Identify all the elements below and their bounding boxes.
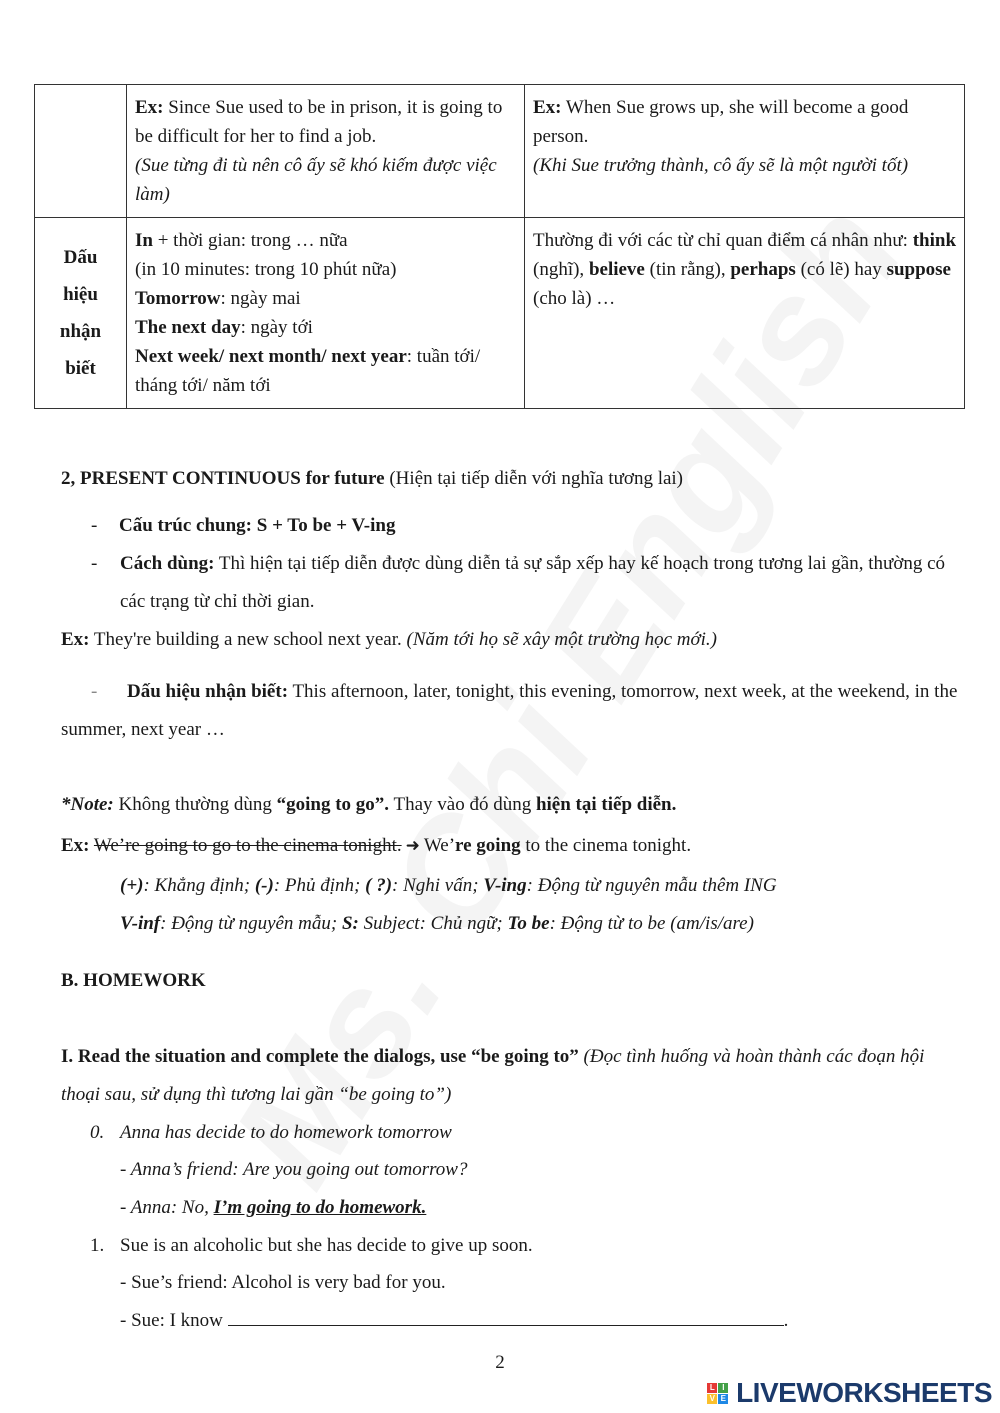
item1-situation-text: Sue is an alcoholic but she has decide to give up soon. [120, 1235, 533, 1256]
logo-letter-e: E [718, 1394, 728, 1404]
structure-line [61, 507, 960, 545]
ex-label: Ex: [135, 97, 164, 118]
item1-situation [90, 1227, 960, 1265]
legend-pos-text: : Khẳng định; [143, 875, 255, 896]
signs-label-line: biết [65, 358, 96, 379]
note-line [61, 786, 960, 824]
homework-task [61, 1038, 960, 1114]
word-perhaps-vi: (có lẽ) hay [795, 259, 887, 280]
legend-ving: V-ing [483, 875, 527, 896]
legend-neg: (-) [254, 875, 274, 896]
liveworksheets-logo-icon [707, 1383, 728, 1404]
legend-vinf: V-inf [120, 913, 161, 934]
bullet-dash: - [91, 553, 98, 574]
legend-tobe-text: : Động từ to be (am/is/are) [549, 913, 754, 934]
word-perhaps: perhaps [730, 259, 796, 280]
signs-intro: Thường đi với các từ chỉ quan điểm cá nhân như: [533, 230, 913, 251]
usage-label: Cách dùng: [120, 553, 215, 574]
ex-strikethrough: We’re going to go to the cinema tonight. [93, 835, 402, 856]
item0-line2 [120, 1189, 960, 1227]
empty-label-cell [35, 85, 127, 218]
going-to-signs-cell [127, 218, 525, 409]
item0-line1: - Anna’s friend: Are you going out tomorrow? [120, 1159, 468, 1180]
ex-bold: re going [455, 835, 521, 856]
item0-situation [90, 1114, 960, 1152]
ex-label: Ex: [61, 629, 90, 650]
usage-line [61, 545, 960, 621]
item0-number: 0. [90, 1122, 105, 1143]
going-to-example-cell [127, 85, 525, 218]
page-number: 2 [495, 1352, 505, 1373]
legend-line-1 [120, 867, 960, 905]
arrow-right-icon: ➜ [405, 836, 420, 856]
sign-next-day-text: : ngày tới [240, 317, 313, 338]
logo-letter-v: V [707, 1394, 717, 1404]
note-bold-end: hiện tại tiếp diễn. [535, 794, 677, 815]
ex-text: They're building a new school next year. [89, 629, 407, 650]
sign-in: In [135, 230, 153, 251]
sign-next-week-text: : tuần tới/ tháng tới/ năm tới [135, 346, 481, 396]
ex-translation: (Sue từng đi tù nên cô ấy sẽ khó kiếm được việc làm) [135, 155, 497, 205]
task-italic: (Đọc tình huống và hoàn thành các đoạn hội thoại sau, sử dụng thì tương lai gần “be going to”) [61, 1046, 925, 1105]
usage-paragraph [120, 545, 960, 621]
signs-paragraph [61, 673, 960, 749]
word-suppose-vi: (cho là) … [533, 288, 616, 309]
note-example [61, 827, 960, 865]
section2-heading [61, 460, 960, 498]
word-believe: believe [588, 259, 645, 280]
sign-tomorrow-text: : ngày mai [220, 288, 301, 309]
table-row-signs [35, 218, 965, 409]
structure-text: Cấu trúc chung: S + To be + V-ing [119, 515, 396, 536]
ex-translation: (Năm tới họ sẽ xây một trường học mới.) [406, 629, 717, 650]
answer-blank-input[interactable] [228, 1307, 784, 1326]
legend-tobe: To be [507, 913, 550, 934]
signs-label-line: hiệu [63, 284, 98, 305]
signs-label-line: Dấu [63, 247, 98, 268]
table-row-examples [35, 85, 965, 218]
legend-neg-text: : Phủ định; [273, 875, 366, 896]
ex-rest: to the cinema tonight. [520, 835, 692, 856]
legend-s-text: Subject: Chủ ngữ; [358, 913, 508, 934]
item1-number: 1. [90, 1235, 105, 1256]
item1-line2-prefix: - Sue: I know [120, 1310, 228, 1331]
task-bold: I. Read the situation and complete the dialogs, use “be going to” [61, 1046, 579, 1067]
word-believe-vi: (tin rằng), [644, 259, 731, 280]
usage-text: Thì hiện tại tiếp diễn được dùng diễn tả sự sắp xếp hay kế hoạch trong tương lai gần, thường có các trạng từ chỉ thời gian. [120, 553, 946, 612]
word-suppose: suppose [886, 259, 951, 280]
legend-line-2 [120, 905, 960, 943]
ex-text: Since Sue used to be in prison, it is going to be difficult for her to find a job. [135, 97, 503, 147]
legend-q-text: : Nghi vấn; [392, 875, 484, 896]
grammar-table [34, 84, 965, 409]
note-text2: Thay vào đó dùng [389, 794, 536, 815]
item1-line2 [120, 1302, 960, 1340]
ex-label: Ex: [61, 835, 90, 856]
legend-vinf-text: : Động từ nguyên mẫu; [160, 913, 342, 934]
sign-tomorrow: Tomorrow [135, 288, 221, 309]
item0-situation-text: Anna has decide to do homework tomorrow [120, 1122, 452, 1143]
legend-s: S: [341, 913, 359, 934]
will-signs-cell [525, 218, 965, 409]
logo-letter-i: I [718, 1383, 728, 1393]
brand-name: LIVEWORKSHEETS [736, 1377, 992, 1408]
legend-ving-text: : Động từ nguyên mẫu thêm ING [526, 875, 777, 896]
item1-line1: - Sue’s friend: Alcohol is very bad for you. [120, 1272, 446, 1293]
sign-in-text: + thời gian: trong … nữa [152, 230, 348, 251]
item1-line2-end: . [783, 1310, 789, 1331]
ex-label: Ex: [533, 97, 562, 118]
bullet-dash: - [91, 681, 98, 702]
sign-next-week: Next week/ next month/ next year [135, 346, 407, 367]
note-text1: Không thường dùng [113, 794, 277, 815]
will-example-cell [525, 85, 965, 218]
liveworksheets-logo [707, 1378, 992, 1408]
legend-pos: (+) [120, 875, 144, 896]
bullet-dash: - [91, 515, 98, 536]
logo-letter-l: L [707, 1383, 717, 1393]
signs-label: Dấu hiệu nhận biết: [127, 681, 289, 702]
sign-in-example: (in 10 minutes: trong 10 phút nữa) [135, 259, 397, 280]
ex-we: We’ [423, 835, 456, 856]
section2-heading-bold: 2, PRESENT CONTINUOUS for future [61, 468, 385, 489]
signs-text: This afternoon, later, tonight, this evening, tomorrow, next week, at the weekend, in the summer, next year … [61, 681, 958, 740]
word-think-vi: (nghĩ), [533, 259, 589, 280]
legend-q: ( ?) [365, 875, 393, 896]
note-label: *Note: [61, 794, 114, 815]
signs-label-line: nhận [59, 321, 102, 342]
ex-text: When Sue grows up, she will become a good person. [533, 97, 909, 147]
sign-next-day: The next day [135, 317, 241, 338]
signs-label-cell [35, 218, 127, 409]
section2-example [61, 621, 960, 659]
word-think: think [912, 230, 957, 251]
homework-heading: B. HOMEWORK [61, 970, 206, 991]
section2-heading-rest: (Hiện tại tiếp diễn với nghĩa tương lai) [384, 468, 684, 489]
ex-translation: (Khi Sue trưởng thành, cô ấy sẽ là một người tốt) [533, 155, 909, 176]
item0-sample-answer: I’m going to do homework. [213, 1197, 427, 1218]
item0-line2-prefix: - Anna: No, [120, 1197, 214, 1218]
note-quote: “going to go”. [276, 794, 390, 815]
